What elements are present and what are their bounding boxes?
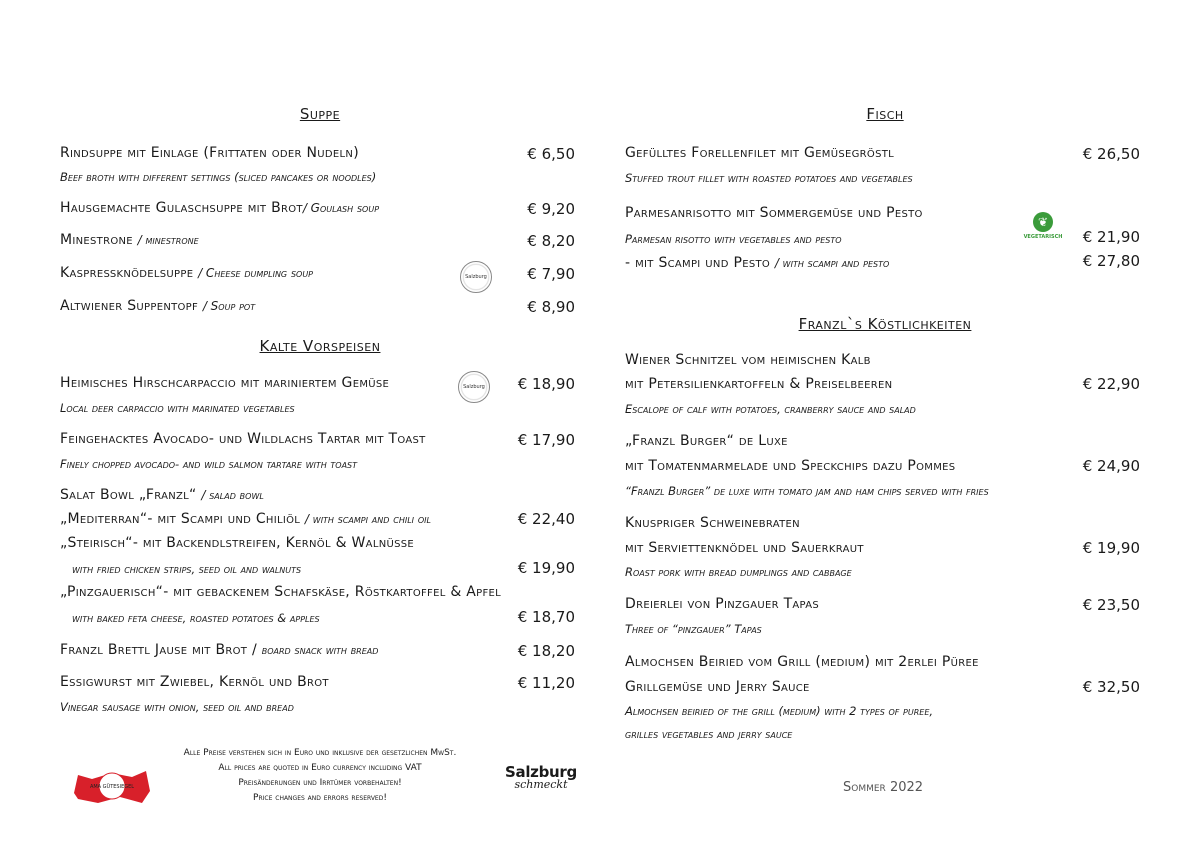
item-price: € 22,90 — [1082, 375, 1140, 393]
salad-variant: „Pinzgauerisch“- mit gebackenem Schafskäse, Röstkartoffel & Apfel — [60, 584, 502, 600]
item-price: € 32,50 — [1082, 678, 1140, 696]
item-name-line2: mit Tomatenmarmelade und Speckchips dazu Pommes — [625, 458, 956, 474]
item-price: € 24,90 — [1082, 457, 1140, 475]
item-price: € 19,90 — [1082, 539, 1140, 557]
item-desc: Three of “pinzgauer” Tapas — [625, 622, 762, 636]
item-name-line2: Grillgemüse und Jerry Sauce — [625, 679, 810, 695]
item-name-de: Salat Bowl „Franzl“ — [60, 487, 197, 503]
footer-line: Price changes and errors reserved! — [253, 793, 387, 803]
item-name: „Franzl Burger“ de Luxe — [625, 433, 788, 449]
salad-variant — [60, 511, 431, 527]
item-name: Almochsen Beiried vom Grill (medium) mit 2erlei Püree — [625, 654, 979, 670]
item-price: € 18,90 — [517, 375, 575, 393]
item-name: Essigwurst mit Zwiebel, Kernöl und Brot — [60, 674, 329, 690]
item-desc: “Franzl Burger” de luxe with tomato jam and ham chips served with fries — [625, 484, 989, 498]
item-name-line2: mit Serviettenknödel und Sauerkraut — [625, 540, 864, 556]
item-name — [60, 265, 313, 281]
salzburg-logo-text: Salzburg — [505, 763, 577, 781]
item-name-en: / Goulash soup — [302, 201, 380, 215]
item-price: € 8,90 — [527, 298, 575, 316]
item-price: € 11,20 — [517, 674, 575, 692]
item-name: Wiener Schnitzel vom heimischen Kalb — [625, 352, 871, 368]
item-variant — [625, 255, 889, 271]
item-price: € 26,50 — [1082, 145, 1140, 163]
variant-name: „Mediterran“- mit Scampi und Chiliöl — [60, 511, 301, 527]
item-name-en: / Cheese dumpling soup — [198, 266, 313, 280]
item-name-de: Altwiener Suppentopf — [60, 298, 199, 314]
section-title-vorspeisen: Kalte Vorspeisen — [259, 337, 381, 355]
item-price: € 22,40 — [517, 510, 575, 528]
item-desc: with fried chicken strips, seed oil and walnuts — [72, 562, 302, 576]
variant-en: / with scampi and chili oil — [304, 512, 431, 526]
item-name-line2: mit Petersilienkartoffeln & Preiselbeeren — [625, 376, 893, 392]
item-price: € 19,90 — [517, 559, 575, 577]
item-name: Feingehacktes Avocado- und Wildlachs Tartar mit Toast — [60, 431, 426, 447]
section-title-suppe: Suppe — [299, 105, 341, 123]
item-desc: Roast pork with bread dumplings and cabbage — [625, 565, 852, 579]
item-name-en: / Soup pot — [202, 299, 256, 313]
ama-logo-text: AMA GÜTESIEGEL — [89, 784, 135, 790]
item-price: € 9,20 — [527, 200, 575, 218]
footer-line: All prices are quoted in Euro currency including VAT — [218, 763, 422, 773]
salzburg-badge-icon: Salzburg — [460, 261, 492, 293]
schmeckt-logo-text: schmeckt — [514, 778, 568, 791]
item-name-de: Minestrone — [60, 232, 133, 248]
item-name-de: Franzl Brettl Jause mit Brot / — [60, 642, 257, 658]
item-name-en: board snack with bread — [261, 643, 379, 657]
vegetarian-icon — [1023, 212, 1063, 248]
variant-name: - mit Scampi und Pesto — [625, 255, 771, 271]
item-desc: Vinegar sausage with onion, seed oil and bread — [60, 700, 294, 714]
item-desc: Finely chopped avocado- and wild salmon tartare with toast — [60, 457, 358, 471]
item-name — [60, 200, 379, 216]
item-desc: Almochsen beiried of the grill (medium) with 2 types of puree, — [625, 704, 934, 718]
item-name-de: Hausgemachte Gulaschsuppe mit Brot — [60, 200, 303, 216]
item-price: € 6,50 — [527, 145, 575, 163]
section-title-fisch: Fisch — [866, 105, 904, 123]
item-name: Parmesanrisotto mit Sommergemüse und Pesto — [625, 205, 923, 221]
footer-line: Alle Preise verstehen sich in Euro und inklusive der gesetzlichen MwSt. — [183, 748, 457, 758]
item-name: Heimisches Hirschcarpaccio mit mariniertem Gemüse — [60, 375, 390, 391]
ama-guetesiegel-logo-icon — [72, 769, 152, 805]
item-name: Rindsuppe mit Einlage (Frittaten oder Nudeln) — [60, 145, 359, 161]
footer-line: Preisänderungen und Irrtümer vorbehalten! — [238, 778, 402, 788]
section-title-koestlichkeiten: Franzl`s Köstlichkeiten — [798, 315, 972, 333]
item-price: € 8,20 — [527, 232, 575, 250]
item-name — [60, 298, 255, 314]
footer-notice — [170, 746, 470, 806]
item-price: € 18,20 — [517, 642, 575, 660]
item-price: € 27,80 — [1082, 252, 1140, 270]
item-name — [60, 642, 378, 658]
item-price: € 21,90 — [1082, 228, 1140, 246]
item-name-en: / minestrone — [137, 233, 199, 247]
item-name: Dreierlei von Pinzgauer Tapas — [625, 596, 820, 612]
item-name — [60, 232, 199, 248]
leaf-icon: ❦ — [1033, 212, 1053, 232]
item-price: € 17,90 — [517, 431, 575, 449]
item-price: € 18,70 — [517, 608, 575, 626]
vegetarian-label: VEGETARISCH — [1023, 234, 1063, 240]
item-desc: Local deer carpaccio with marinated vegetables — [60, 401, 295, 415]
season-label: Sommer 2022 — [843, 780, 924, 795]
item-desc: with baked feta cheese, roasted potatoes & apples — [72, 611, 320, 625]
item-desc: grilles vegetables and jerry sauce — [625, 727, 793, 741]
salad-variant: „Steirisch“- mit Backendlstreifen, Kernöl & Walnüsse — [60, 535, 415, 551]
item-price: € 7,90 — [527, 265, 575, 283]
item-desc: Parmesan risotto with vegetables and pesto — [625, 232, 842, 246]
item-name-de: Kaspreßknödelsuppe — [60, 265, 194, 281]
item-name: Gefülltes Forellenfilet mit Gemüsegröstl — [625, 145, 895, 161]
item-desc: Beef broth with different settings (sliced pancakes or noodles) — [60, 170, 377, 184]
salzburg-schmeckt-logo — [505, 763, 577, 791]
salzburg-badge-icon: Salzburg — [458, 371, 490, 403]
item-name — [60, 487, 264, 503]
item-name-en: / salad bowl — [201, 488, 264, 502]
item-name: Knuspriger Schweinebraten — [625, 515, 800, 531]
item-price: € 23,50 — [1082, 596, 1140, 614]
variant-en: / with scampi and pesto — [774, 256, 890, 270]
item-desc: Stuffed trout fillet with roasted potatoes and vegetables — [625, 171, 913, 185]
item-desc: Escalope of calf with potatoes, cranberry sauce and salad — [625, 402, 916, 416]
